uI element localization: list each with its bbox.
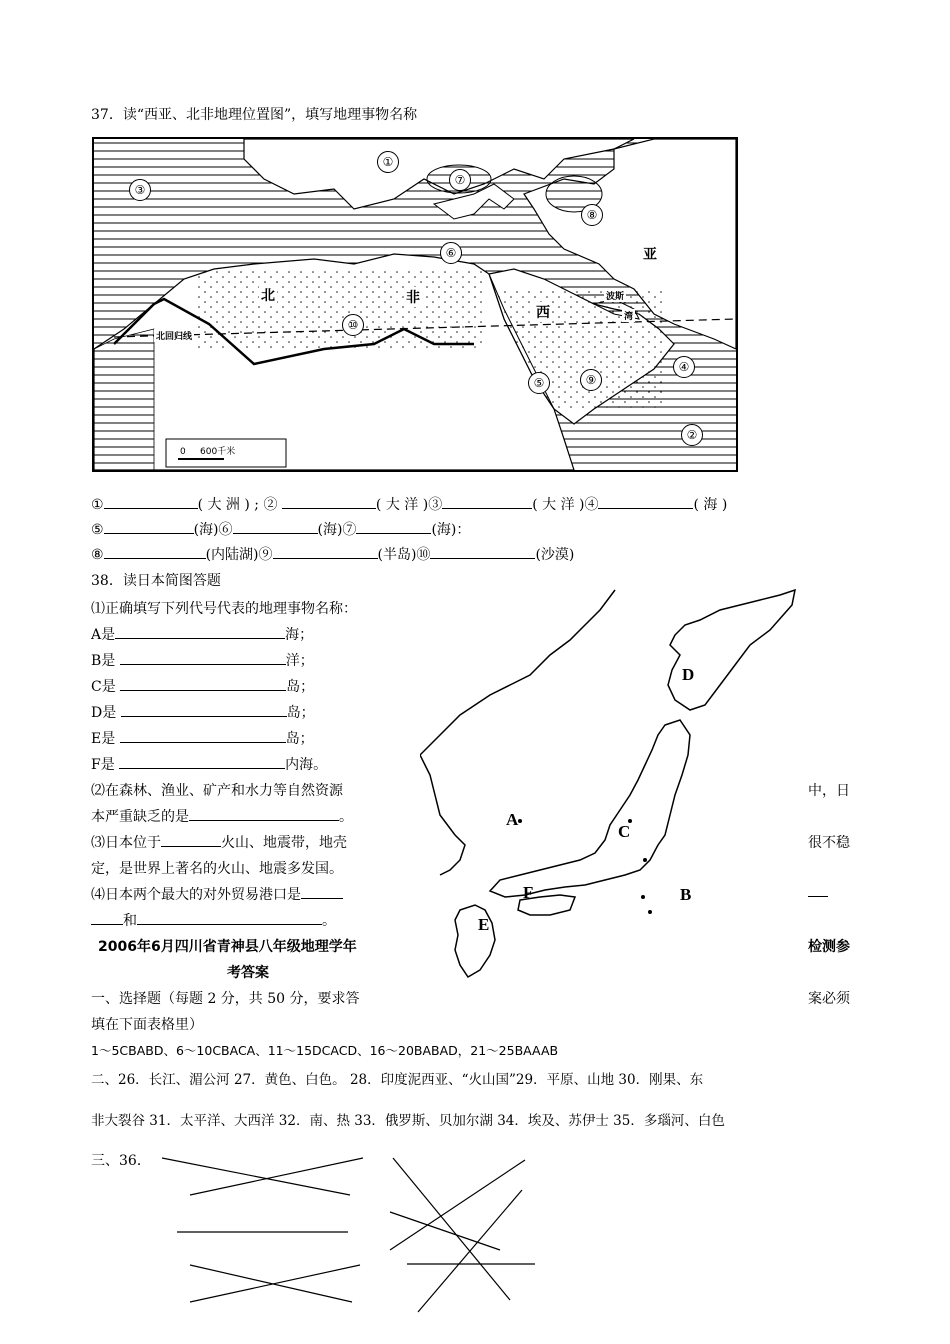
sub3a-mid: 火山、地震带，地壳 — [221, 835, 347, 851]
label-africa: 非 — [404, 287, 422, 307]
blank-resource[interactable] — [189, 808, 339, 821]
blank-c[interactable] — [120, 678, 286, 691]
sub2b-pre: 本严重缺乏的是 — [91, 809, 189, 825]
q38-sub1: ⑴正确填写下列代号代表的地理事物名称： — [91, 601, 357, 617]
japan-label-a: A — [506, 810, 519, 829]
sub2b-post: 。 — [339, 809, 353, 825]
label-north: 北 — [259, 285, 277, 305]
marker-6: ⑥ — [440, 242, 462, 264]
label-scale: 0 600千米 — [180, 447, 236, 457]
sub4b-mid: 和 — [123, 913, 137, 929]
label-west: 西 — [534, 302, 552, 322]
marker-8: ⑧ — [581, 204, 603, 226]
q38-item-d — [91, 702, 315, 722]
marker-10: ⑩ — [342, 314, 364, 336]
blank-e[interactable] — [120, 730, 286, 743]
q38-sub2a: ⑵在森林、渔业、矿产和水力等自然资源 — [91, 783, 343, 799]
q38-sub4a — [91, 884, 343, 904]
answer-mc: 1～5CBABD、6～10CBACA、11～15DCACD、16～20BABAD，21～25BAAAB — [91, 1043, 559, 1058]
item-a-post: 海； — [285, 627, 314, 643]
q38-item-f — [91, 754, 327, 774]
ans-l3-1: (内陆湖)⑨ — [205, 547, 273, 563]
answer-sec1-line-b: 填在下面表格里） — [91, 1017, 203, 1033]
ans-4-label: ( 大 洋 )④ — [532, 497, 599, 513]
marker-2: ② — [681, 424, 703, 446]
ans-5-label: ( 海 ) — [693, 497, 728, 513]
q38-sub3b: 定，是世界上著名的火山、地震多发国。 — [91, 861, 343, 877]
blank-7[interactable] — [356, 521, 431, 534]
blank-5[interactable] — [104, 521, 194, 534]
blank-d[interactable] — [121, 704, 287, 717]
blank-6[interactable] — [233, 521, 318, 534]
blank-port2[interactable] — [137, 912, 322, 925]
answer-sec3: 三、36． — [91, 1153, 151, 1169]
answer-sec1-line-a: 一、选择题（每题 2 分，共 50 分，要求答 — [91, 991, 360, 1007]
q37-answer-line-3 — [91, 544, 574, 564]
blank-10[interactable] — [430, 546, 535, 559]
item-f-pre: F是 — [91, 757, 115, 773]
answer-key-heading-2: 考答案 — [227, 965, 269, 981]
label-gulf2: 湾 — [622, 309, 635, 322]
item-c-pre: C是 — [91, 679, 116, 695]
q38-item-e — [91, 728, 314, 748]
marker-5: ⑤ — [528, 372, 550, 394]
q38-sub3a — [91, 832, 347, 852]
answer-key-heading-1: 2006年6月四川省青神县八年级地理学年 — [98, 939, 357, 955]
blank-b[interactable] — [120, 652, 286, 665]
item-c-post: 岛； — [286, 679, 315, 695]
q38-item-b — [91, 650, 314, 670]
item-b-post: 洋； — [285, 653, 314, 669]
blank-port1b[interactable] — [91, 912, 123, 925]
ans-l2-2: (海)⑦ — [317, 522, 357, 538]
ans-l3-2: (半岛)⑩ — [377, 547, 431, 563]
answer-sec2-line-b: 非大裂谷 31．太平洋、大西洋 32．南、热 33．俄罗斯、贝加尔湖 34．埃及、苏伊士 35．多瑙河、白色 — [91, 1113, 725, 1129]
marker-4: ④ — [673, 356, 695, 378]
item-f-post: 内海。 — [285, 757, 328, 773]
q38-sub4b — [91, 910, 336, 930]
ans-l2-0: ⑤ — [91, 522, 104, 538]
sub4b-post: 。 — [322, 913, 336, 929]
ans-1-label: ① — [91, 497, 104, 513]
blank-2[interactable] — [282, 496, 376, 509]
ans-3-label: ( 大 洋 )③ — [375, 497, 443, 513]
blank-9[interactable] — [273, 546, 378, 559]
item-b-pre: B是 — [91, 653, 116, 669]
q38-sub2b — [91, 806, 353, 826]
label-gulf1: 波斯 — [604, 289, 626, 302]
label-tropic: 北回归线 — [154, 329, 194, 342]
q37-answer-line-2 — [91, 519, 470, 539]
q38-sub2a-end: 中，日 — [808, 783, 850, 799]
item-e-post: 岛； — [285, 731, 314, 747]
item-d-post: 岛； — [286, 705, 315, 721]
item-e-pre: E是 — [91, 731, 116, 747]
west-asia-north-africa-map — [92, 137, 738, 472]
q37-title: 37．读“西亚、北非地理位置图”，填写地理事物名称 — [91, 107, 418, 123]
marker-9: ⑨ — [580, 369, 602, 391]
blank-a[interactable] — [115, 626, 285, 639]
japan-label-e: E — [478, 915, 490, 934]
sub4a-text: ⑷日本两个最大的对外贸易港口是 — [91, 887, 301, 903]
blank-f[interactable] — [119, 756, 285, 769]
ans-l2-3: (海)： — [431, 522, 471, 538]
japan-label-d: D — [682, 665, 695, 684]
blank-4[interactable] — [598, 496, 693, 509]
q38-item-a — [91, 624, 313, 644]
q38-title: 38．读日本简图答题 — [91, 573, 221, 589]
marker-3: ③ — [129, 179, 151, 201]
blank-port1a[interactable] — [301, 886, 343, 899]
q38-sub3a-end: 很不稳 — [808, 835, 850, 851]
blank-zone[interactable] — [161, 834, 221, 847]
q38-item-c — [91, 676, 314, 696]
japan-map — [420, 585, 810, 985]
sub3a-pre: ⑶日本位于 — [91, 835, 161, 851]
item-a-pre: A是 — [91, 627, 116, 643]
marker-7: ⑦ — [449, 169, 471, 191]
marker-1: ① — [377, 151, 399, 173]
item-d-pre: D是 — [91, 705, 117, 721]
answer-sec2-line-a: 二、26．长江、湄公河 27．黄色、白色。 28．印度泥西亚、“火山国”29．平原、山地 30．刚果、东 — [91, 1072, 704, 1088]
blank-8[interactable] — [104, 546, 206, 559]
ans-2-label: ( 大 洲 ) ; ② — [197, 497, 278, 513]
blank-1[interactable] — [104, 496, 198, 509]
japan-label-b: B — [680, 885, 692, 904]
answer-key-heading-1-end: 检测参 — [808, 939, 850, 955]
q37-answer-line-1 — [91, 494, 727, 514]
answer-sec1-line-a-end: 案必须 — [808, 991, 850, 1007]
blank-3[interactable] — [442, 496, 532, 509]
ans-l3-0: ⑧ — [91, 547, 104, 563]
ans-l2-1: (海)⑥ — [193, 522, 233, 538]
matching-lines — [150, 1150, 600, 1330]
q38-port1-continued-line — [808, 896, 828, 897]
japan-label-f: F — [523, 883, 534, 902]
japan-label-c: C — [618, 822, 631, 841]
ans-l3-3: (沙漠) — [535, 547, 575, 563]
label-asia: 亚 — [641, 244, 659, 264]
